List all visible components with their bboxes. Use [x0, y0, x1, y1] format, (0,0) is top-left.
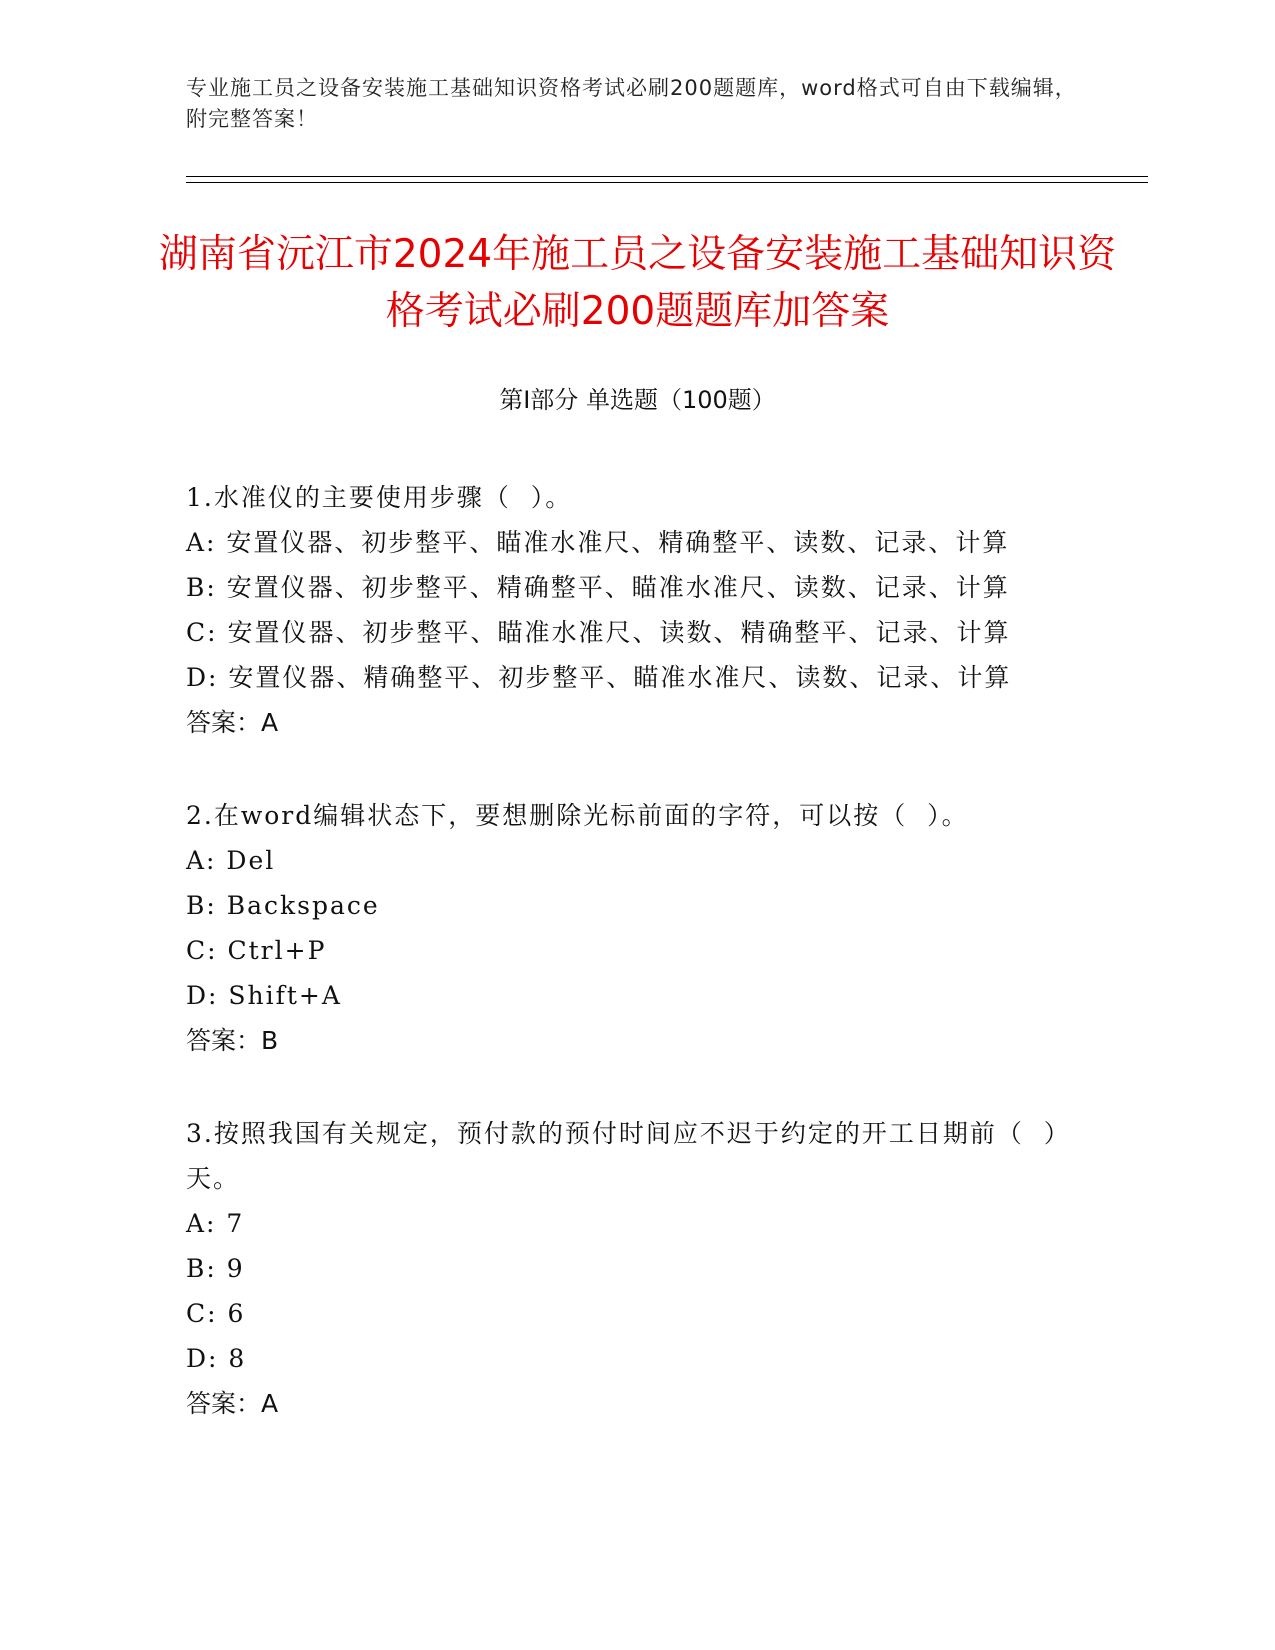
question-2: [186, 793, 1086, 1063]
option-d: D: 8: [186, 1344, 247, 1373]
option-d: D: 安置仪器、精确整平、初步整平、瞄准水准尺、读数、记录、计算: [186, 663, 1012, 692]
option-b: B: 安置仪器、初步整平、精确整平、瞄准水准尺、读数、记录、计算: [186, 573, 1010, 602]
question-text: 3.按照我国有关规定，预付款的预付时间应不迟于约定的开工日期前（ ）天。: [186, 1119, 1071, 1193]
header-rule-bottom: [186, 182, 1148, 183]
question-text: 2.在word编辑状态下，要想删除光标前面的字符，可以按（ ）。: [186, 801, 969, 830]
header-note: 专业施工员之设备安装施工基础知识资格考试必刷200题题库，word格式可自由下载编辑，附完整答案！: [186, 76, 1077, 131]
option-c: C: 安置仪器、初步整平、瞄准水准尺、读数、精确整平、记录、计算: [186, 618, 1011, 647]
question-3: [186, 1111, 1086, 1426]
option-c: C: Ctrl+P: [186, 936, 327, 965]
header-rule-top: [186, 176, 1148, 177]
option-a: A: 安置仪器、初步整平、瞄准水准尺、精确整平、读数、记录、计算: [186, 528, 1010, 557]
option-a: A: 7: [186, 1209, 245, 1238]
question-1: [186, 475, 1086, 745]
option-b: B: Backspace: [186, 891, 380, 920]
option-a: A: Del: [186, 846, 276, 875]
question-text: 1.水准仪的主要使用步骤（ ）。: [186, 483, 573, 512]
answer: 答案：B: [186, 1026, 279, 1055]
option-d: D: Shift+A: [186, 981, 342, 1010]
answer: 答案：A: [186, 708, 279, 737]
answer: 答案：A: [186, 1389, 279, 1418]
option-b: B: 9: [186, 1254, 245, 1283]
section-title: 第I部分 单选题（100题）: [499, 386, 776, 414]
document-title: 湖南省沅江市2024年施工员之设备安装施工基础知识资格考试必刷200题题库加答案: [158, 232, 1117, 334]
option-c: C: 6: [186, 1299, 246, 1328]
